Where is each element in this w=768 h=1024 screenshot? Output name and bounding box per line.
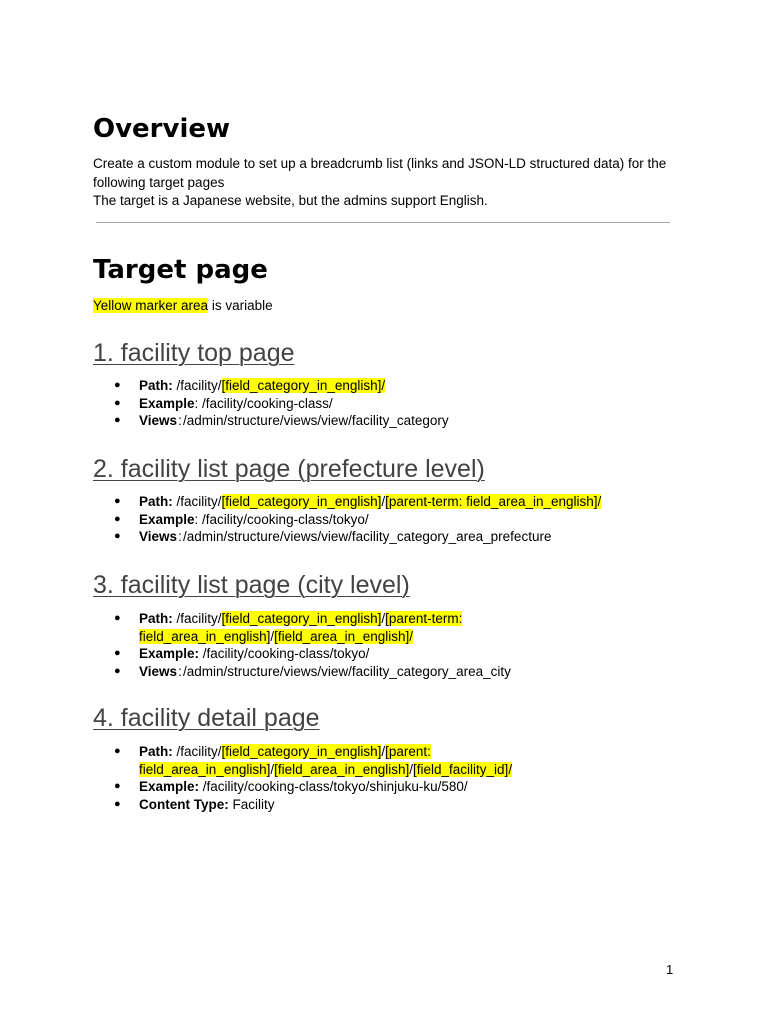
list-item-example — [93, 395, 653, 413]
bullet-icon: ● — [114, 396, 121, 409]
path-label: Path: — [139, 378, 173, 393]
path-separator: / — [381, 744, 386, 759]
path-separator: / — [270, 761, 275, 777]
example-label: Example: — [139, 779, 200, 794]
bullet-icon: ● — [114, 664, 121, 677]
path-variable: / — [597, 494, 602, 509]
section-heading-facility-top: 1. facility top page — [93, 339, 295, 367]
section-2-list — [93, 493, 653, 546]
bullet-icon: ● — [114, 379, 121, 391]
path-variable: [field_category_in_english] — [221, 611, 382, 626]
path-label: Path: — [139, 611, 173, 626]
list-item-views — [93, 528, 653, 546]
section-heading-city-list: 3. facility list page (city level) — [93, 571, 410, 599]
path-label: Path: — [139, 494, 173, 509]
bullet-icon: ● — [114, 512, 121, 525]
example-value: : /facility/cooking-class/tokyo/ — [194, 511, 369, 527]
example-value: /facility/cooking-class/tokyo/shinjuku-ku/580/ — [199, 779, 468, 794]
list-item-example — [93, 645, 653, 663]
section-heading-facility-detail: 4. facility detail page — [93, 704, 320, 732]
bullet-icon: ● — [114, 745, 121, 757]
content-type-value: Facility — [228, 796, 275, 812]
example-value: /facility/cooking-class/tokyo/ — [199, 646, 370, 661]
highlight-sample: Yellow marker area — [93, 298, 209, 313]
path-variable: [field_category_in_english] — [221, 744, 382, 759]
path-variable: / — [381, 378, 386, 393]
list-item-example — [93, 778, 653, 796]
example-label: Example — [139, 511, 195, 527]
path-variable: [parent-term: field_area_in_english] — [385, 494, 598, 509]
list-item-path — [93, 377, 653, 395]
bullet-icon: ● — [114, 780, 121, 792]
section-heading-prefecture-list: 2. facility list page (prefecture level) — [93, 455, 485, 483]
overview-text — [93, 155, 683, 211]
views-value: : /admin/structure/views/view/facility_category — [177, 413, 449, 428]
path-separator: / — [381, 494, 386, 509]
horizontal-divider — [96, 222, 670, 223]
variable-note-text: is variable — [208, 298, 273, 313]
views-label: Views — [139, 413, 178, 428]
page-number: 1 — [666, 962, 674, 977]
overview-line-2: The target is a Japanese website, but the admins support English. — [93, 193, 488, 208]
overview-line-1: Create a custom module to set up a breadcrumb list (links and JSON-LD structured data) for the following target pages — [93, 156, 667, 190]
path-text: /facility/ — [172, 611, 222, 626]
path-label: Path: — [139, 744, 173, 759]
list-item-content-type — [93, 796, 653, 814]
overview-heading: Overview — [93, 114, 231, 144]
section-3-list — [93, 610, 653, 680]
variable-note — [93, 297, 273, 315]
views-value: : /admin/structure/views/view/facility_category_area_city — [177, 663, 511, 679]
path-text: /facility/ — [172, 378, 222, 393]
views-label: Views — [139, 529, 178, 544]
path-variable: [field_area_in_english] — [274, 761, 410, 777]
path-separator: / — [381, 611, 386, 626]
section-1-list — [93, 377, 653, 430]
path-variable: [field_facility_id] — [413, 761, 509, 777]
example-label: Example: — [139, 646, 200, 661]
content-type-label: Content Type: — [139, 796, 229, 812]
list-item-views — [93, 412, 653, 430]
path-variable: [field_category_in_english] — [221, 494, 382, 509]
section-4-list — [93, 743, 653, 813]
bullet-icon: ● — [114, 495, 121, 507]
bullet-icon: ● — [114, 612, 121, 624]
list-item-path — [93, 743, 653, 778]
target-page-heading: Target page — [93, 255, 268, 285]
path-variable: [field_area_in_english] — [274, 628, 410, 644]
list-item-path — [93, 610, 653, 645]
path-text: /facility/ — [172, 494, 222, 509]
list-item-path — [93, 493, 653, 511]
list-item-example — [93, 511, 653, 529]
path-variable: [field_category_in_english] — [221, 378, 382, 393]
views-value: : /admin/structure/views/view/facility_category_area_prefecture — [177, 529, 552, 544]
path-variable: [parent-term: field_area_in_english] — [139, 611, 463, 644]
path-variable: / — [409, 628, 413, 644]
path-separator: / — [270, 628, 275, 644]
example-value: : /facility/cooking-class/ — [194, 395, 333, 411]
bullet-icon: ● — [114, 414, 121, 426]
path-variable: [parent: field_area_in_english] — [139, 744, 431, 777]
path-text: /facility/ — [172, 744, 222, 759]
path-variable: / — [508, 761, 513, 777]
path-separator: / — [409, 761, 413, 777]
list-item-views — [93, 663, 653, 681]
bullet-icon: ● — [114, 647, 121, 659]
views-label: Views — [139, 663, 178, 679]
bullet-icon: ● — [114, 797, 121, 810]
example-label: Example — [139, 395, 195, 411]
bullet-icon: ● — [114, 530, 121, 542]
